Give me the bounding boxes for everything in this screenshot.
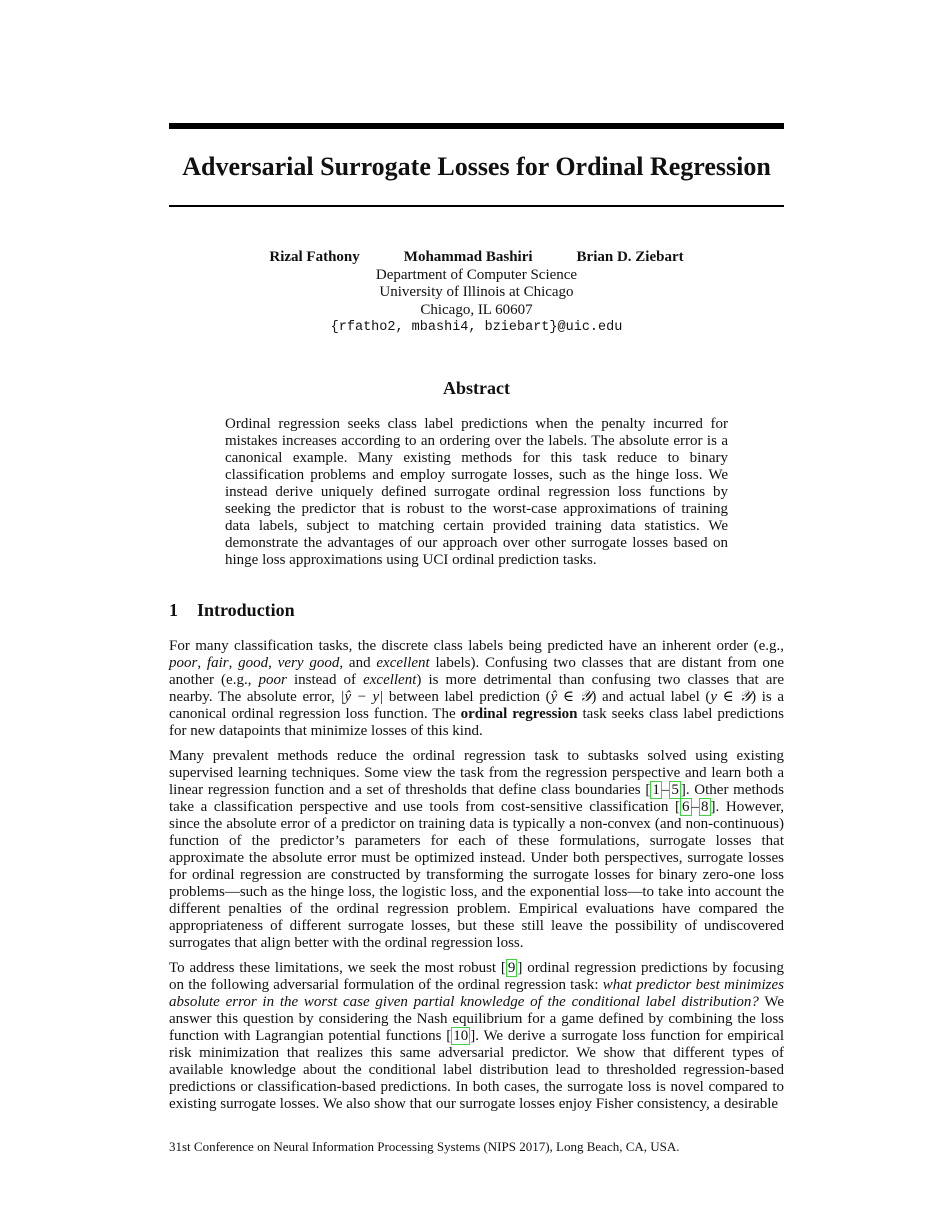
citation-link[interactable]: 9 [507, 960, 516, 976]
author-name: Rizal Fathony [269, 249, 360, 265]
citation-link[interactable]: 1 [652, 782, 660, 798]
text-run: – [661, 782, 670, 798]
author-location: Chicago, IL 60607 [420, 301, 533, 318]
title-bottom-rule [169, 205, 784, 207]
math-expression: ŷ ∈ 𝒴 [550, 689, 592, 705]
abstract-text: Ordinal regression seeks class label predictions when the penalty incurred for mistakes increases according to an ordering over the labels. The absolute error is a canonical example. Many existing methods for this task reduce to binary classification problems and employ surrogate losses, such as the hinge loss. We instead derive uniquely defined surrogate ordinal regression loss functions by seeking the predictor that is robust to the worst-case approximations of training data labels, subject to matching certain provided training data statistics. We demonstrate the advantages of our approach over other surrogate losses based on hinge loss approximations using UCI ordinal prediction tasks. [225, 416, 728, 568]
text-run: ) is more detrimental than confusing two classes that are nearby. The absolute error, [169, 672, 785, 705]
citation-link[interactable]: 10 [453, 1028, 469, 1044]
text-run: ]. However, since the absolute error of a predictor on training data is typically a non-convex (and non-continuous) function of the predictor’s parameters for each of these formulations, surrogate losses that approximate the absolute error must be optimized instead. Under both perspectives, surrogate losses for ordinal regression are constructed by transforming the surrogate losses for binary zero-one loss problems—such as the hinge loss, the logistic loss, and the exponential loss—to take into account the different penalties of the ordinal regression problem. Empirical evaluations have compared the appropriateness of different surrogate losses, but these still leave the possibility of undiscovered surrogates that align better with the ordinal regression loss. [169, 799, 785, 951]
author-block [169, 249, 784, 337]
text-run: Many prevalent methods reduce the ordinal regression task to subtasks solved using existing supervised learning techniques. Some view the task from the regression perspective and learn both a linear regression function and a set of thresholds that define class boundaries [ [169, 748, 784, 798]
section-heading [169, 600, 295, 621]
text-run: To address these limitations, we seek the most robust [ [169, 960, 506, 976]
citation-link[interactable]: 5 [671, 782, 679, 798]
text-run: For many classification tasks, the discrete class labels being predicted have an inherent order (e.g., [169, 638, 784, 654]
author-name: Mohammad Bashiri [403, 249, 533, 265]
text-run: task seeks class label predictions for new datapoints that minimize losses of this kind. [169, 706, 785, 739]
text-run: and [348, 655, 371, 671]
section-title: Introduction [197, 600, 295, 620]
text-run: – [691, 799, 700, 815]
math-expression: y ∈ 𝒴 [710, 689, 752, 705]
paper-page [169, 0, 784, 1232]
abstract-heading: Abstract [443, 378, 510, 398]
italic-term: excellent [363, 672, 417, 688]
italic-question: what predictor best minimizes absolute error in the worst case given partial knowledge of the conditional label distribution? [169, 977, 784, 1010]
italic-term: fair [206, 655, 229, 671]
paragraph-3 [169, 960, 784, 1113]
paragraph-2 [169, 748, 784, 952]
italic-term: poor [169, 655, 198, 671]
text-run: between label prediction ( [388, 689, 551, 705]
math-expression: |ŷ − y| [340, 689, 384, 705]
italic-term: excellent [376, 655, 430, 671]
author-names [169, 249, 784, 267]
citation-link[interactable]: 8 [701, 799, 709, 815]
italic-term: good [238, 655, 269, 671]
text-run: labels). Confusing two classes that are distant from one another (e.g., [169, 655, 784, 688]
author-department: Department of Computer Science [375, 266, 578, 283]
italic-term: poor [258, 672, 287, 688]
section-body [169, 638, 784, 1121]
paper-title: Adversarial Surrogate Losses for Ordinal Regression [182, 152, 771, 181]
conference-footnote: 31st Conference on Neural Information Processing Systems (NIPS 2017), Long Beach, CA, USA. [169, 1139, 680, 1154]
text-run: We answer this question by considering the Nash equilibrium for a game defined by combining the loss function with Lagrangian potential functions [ [169, 994, 785, 1044]
text-run: ]. Other methods take a classification perspective and use tools from cost-sensitive classification [ [169, 782, 785, 815]
title-top-rule [169, 123, 784, 129]
bold-term: ordinal regression [460, 706, 578, 722]
text-run: ]. We derive a surrogate loss function for empirical risk minimization that realizes this same adversarial predictor. We show that different types of available knowledge about the conditional label distribution lead to thresholded regression-based predictions or classification-based predictions. In both cases, the surrogate loss is novel compared to existing surrogate losses. We also show that our surrogate losses enjoy Fisher consistency, a desirable [169, 1028, 784, 1112]
text-run: ) is a canonical ordinal regression loss function. The [169, 689, 784, 722]
italic-term: very good [277, 655, 340, 671]
author-university: University of Illinois at Chicago [379, 284, 574, 300]
paragraph-1: For many classification tasks, the discrete class labels being predicted have an inherent order (e.g., poor, fair, good, very good, and excellent labels). Confusing two classes that are distant from one another (e.g., poor instead of excellent) is more detrimental than confusing two classes that are nearby. The absolute error, |ŷ − y| between label prediction (ŷ ∈ 𝒴) and actual label (y ∈ 𝒴) is a canonical ordinal regression loss function. The ordinal regression task seeks class label predictions for new datapoints that minimize losses of this kind. [169, 638, 785, 739]
section-number: 1 [169, 600, 178, 620]
text-run: instead of [293, 672, 357, 688]
author-emails: {rfatho2, mbashi4, bziebart}@uic.edu [330, 320, 623, 335]
author-name: Brian D. Ziebart [576, 249, 684, 265]
citation-link[interactable]: 6 [682, 799, 690, 815]
text-run: ] ordinal regression predictions by focusing on the following adversarial formulation of the ordinal regression task: [169, 960, 784, 993]
text-run: ) and actual label ( [591, 689, 711, 705]
